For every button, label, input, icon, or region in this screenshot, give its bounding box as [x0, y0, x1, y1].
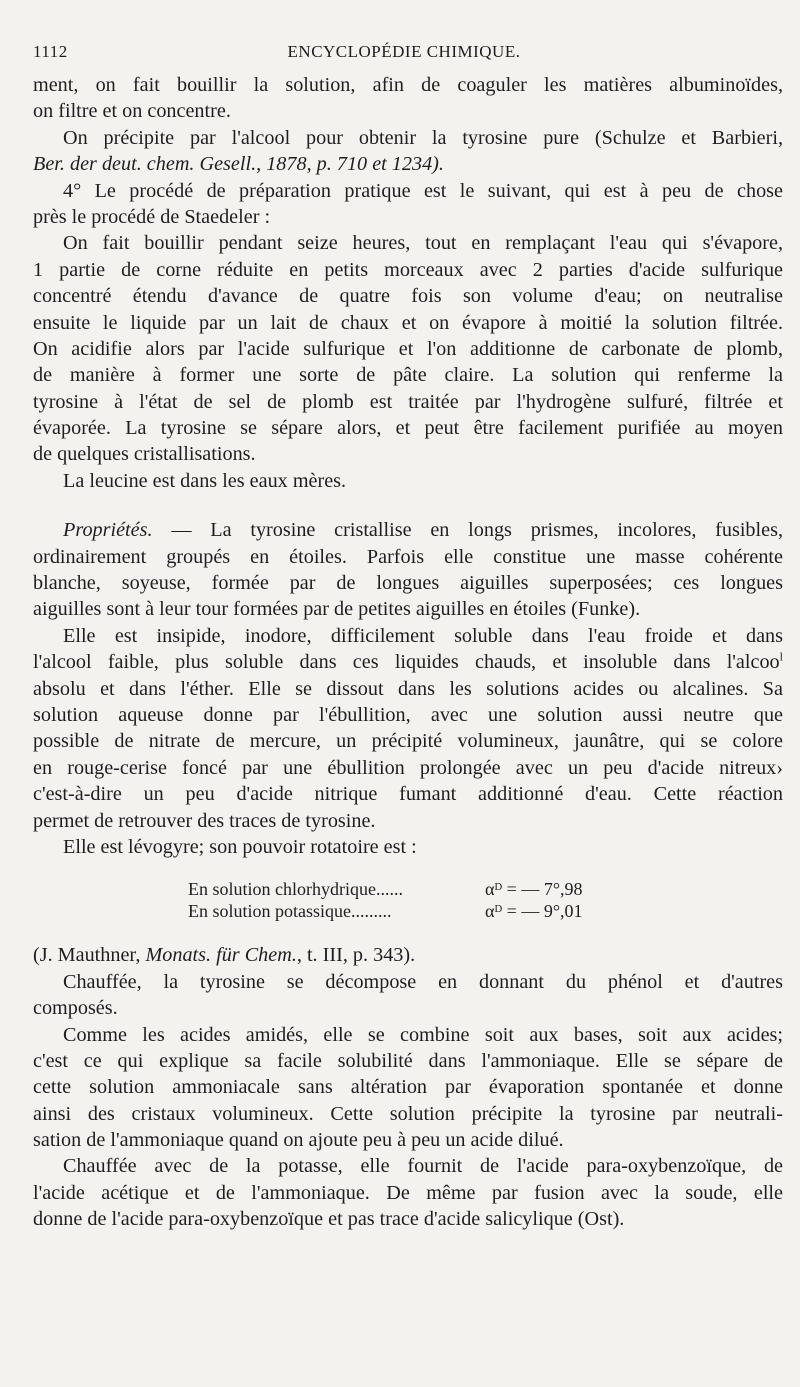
- text-line: composés.: [33, 997, 118, 1020]
- text-line: ainsi des cristaux volumineux. Cette solution précipite la tyrosine par neutrali-: [33, 1102, 783, 1125]
- text-line: Chauffée avec de la potasse, elle fournit de l'acide para-oxybenzoïque, de: [63, 1155, 783, 1178]
- text-line: On fait bouillir pendant seize heures, tout en remplaçant l'eau qui s'évapore,: [63, 232, 783, 255]
- paragraph-continuation: [33, 72, 783, 125]
- paragraph-solubility: [33, 623, 783, 834]
- text-line: sation de l'ammoniaque quand on ajoute peu à peu un acide dilué.: [33, 1129, 564, 1152]
- paragraph-amido-acids: [33, 1022, 783, 1154]
- paragraph-rotation: [33, 834, 783, 860]
- running-title: ENCYCLOPÉDIE CHIMIQUE.: [287, 42, 521, 61]
- text-segment: l'alcool faible, plus soluble dans ces liquides chauds, et insoluble dans l'alcoo: [33, 651, 780, 674]
- citation-journal: Monats. für Chem.: [145, 944, 297, 967]
- text-line: de quelques cristallisations.: [33, 443, 256, 466]
- paragraph-heating: [33, 969, 783, 1022]
- text-line: aiguilles sont à leur tour formées par de petites aiguilles en étoiles (Funke).: [33, 598, 641, 621]
- text-line: La leucine est dans les eaux mères.: [63, 469, 347, 492]
- text-line: On précipite par l'alcool pour obtenir la tyrosine pure (Schulze et Barbieri,: [63, 126, 783, 149]
- text-line: en rouge-cerise foncé par une ébullition prolongée avec un peu d'acide nitreux›: [33, 756, 783, 779]
- text-line-citation: [33, 942, 783, 968]
- paragraph-mauthner: [33, 942, 783, 968]
- paragraph-precipitation: [33, 125, 783, 178]
- rotation-formula: [188, 878, 658, 922]
- text-line: ensuite le liquide par un lait de chaux et on évapore à moitié la solution filtrée.: [33, 311, 783, 334]
- text-segment: (J. Mauthner,: [33, 944, 146, 967]
- paragraph-potash: [33, 1153, 783, 1232]
- citation-text: Ber. der deut. chem. Gesell., 1878, p. 710 et 1234).: [33, 153, 444, 176]
- formula-label: En solution potassique.........: [188, 901, 392, 922]
- text-line: Elle est lévogyre; son pouvoir rotatoire est :: [63, 835, 417, 858]
- text-line: absolu et dans l'éther. Elle se dissout dans les solutions acides ou alcalines. Sa: [33, 677, 783, 700]
- section-gap: [33, 494, 783, 517]
- text-line: ment, on fait bouillir la solution, afin de coaguler les matières albuminoïdes,: [33, 74, 783, 96]
- page-number: 1112: [33, 42, 68, 61]
- text-line: solution aqueuse donne par l'ébullition, avec une solution aussi neutre que: [33, 703, 783, 726]
- text-line: de manière à former une sorte de pâte claire. La solution qui renferme la: [33, 364, 783, 387]
- text-line: Elle est insipide, inodore, difficilement soluble dans l'eau froide et dans: [63, 624, 783, 647]
- text-line: permet de retrouver des traces de tyrosine.: [33, 809, 376, 832]
- text-line: ordinairement groupés en étoiles. Parfois elle constitue une masse cohérente: [33, 545, 783, 568]
- text-line: tyrosine à l'état de sel de plomb est traitée par l'hydrogène sulfuré, filtrée et: [33, 390, 783, 413]
- formula-row: [188, 900, 658, 922]
- superscript: l: [779, 649, 783, 664]
- text-line: [33, 517, 783, 543]
- text-line: On acidifie alors par l'acide sulfurique et l'on additionne de carbonate de plomb,: [33, 337, 783, 360]
- text-line: évaporée. La tyrosine se sépare alors, et peut être facilement purifiée au moyen: [33, 417, 783, 440]
- paragraph-leucine: [33, 468, 783, 494]
- text-line: 1 partie de corne réduite en petits morceaux avec 2 parties d'acide sulfurique: [33, 258, 783, 281]
- formula-value: αᴰ = — 9°,01: [485, 901, 583, 922]
- text-line: donne de l'acide para-oxybenzoïque et pas trace d'acide salicylique (Ost).: [33, 1208, 625, 1231]
- formula-value: αᴰ = — 7°,98: [485, 879, 583, 900]
- text-line: 4° Le procédé de préparation pratique est le suivant, qui est à peu de chose: [63, 179, 783, 202]
- text-line: [33, 649, 783, 675]
- text-line: possible de nitrate de mercure, un précipité volumineux, jaunâtre, qui se colore: [33, 730, 783, 753]
- text-line: cette solution ammoniacale sans altération par évaporation spontanée et donne: [33, 1076, 783, 1099]
- section-heading-proprietes: Propriétés.: [63, 519, 153, 542]
- running-head: [33, 42, 775, 64]
- text-segment: , t. III, p. 343).: [296, 944, 416, 967]
- text-line: on filtre et on concentre.: [33, 100, 231, 123]
- paragraph-procedure: [33, 230, 783, 468]
- text-line: c'est ce qui explique sa facile solubilité dans l'ammoniaque. Elle se sépare de: [33, 1049, 783, 1072]
- text-line-citation: [33, 151, 783, 177]
- paragraph-procedure-intro: [33, 178, 783, 231]
- formula-label: En solution chlorhydrique......: [188, 879, 403, 900]
- text-line: Chauffée, la tyrosine se décompose en donnant du phénol et d'autres: [63, 970, 783, 993]
- text-line: l'acide acétique et de l'ammoniaque. De même par fusion avec la soude, elle: [33, 1181, 783, 1204]
- text-line: blanche, soyeuse, formée par de longues aiguilles superposées; ces longues: [33, 572, 783, 595]
- text-line: c'est-à-dire un peu d'acide nitrique fumant additionné d'eau. Cette réaction: [33, 783, 783, 806]
- text-line: concentré étendu d'avance de quatre fois son volume d'eau; on neutralise: [33, 285, 783, 308]
- text-line: Comme les acides amidés, elle se combine soit aux bases, soit aux acides;: [63, 1023, 783, 1046]
- text-line: près le procédé de Staedeler :: [33, 205, 271, 228]
- paragraph-properties: [33, 517, 783, 623]
- text-segment: — La tyrosine cristallise en longs prismes, incolores, fusibles,: [152, 519, 783, 542]
- body-text: [33, 72, 783, 1233]
- formula-row: [188, 878, 658, 900]
